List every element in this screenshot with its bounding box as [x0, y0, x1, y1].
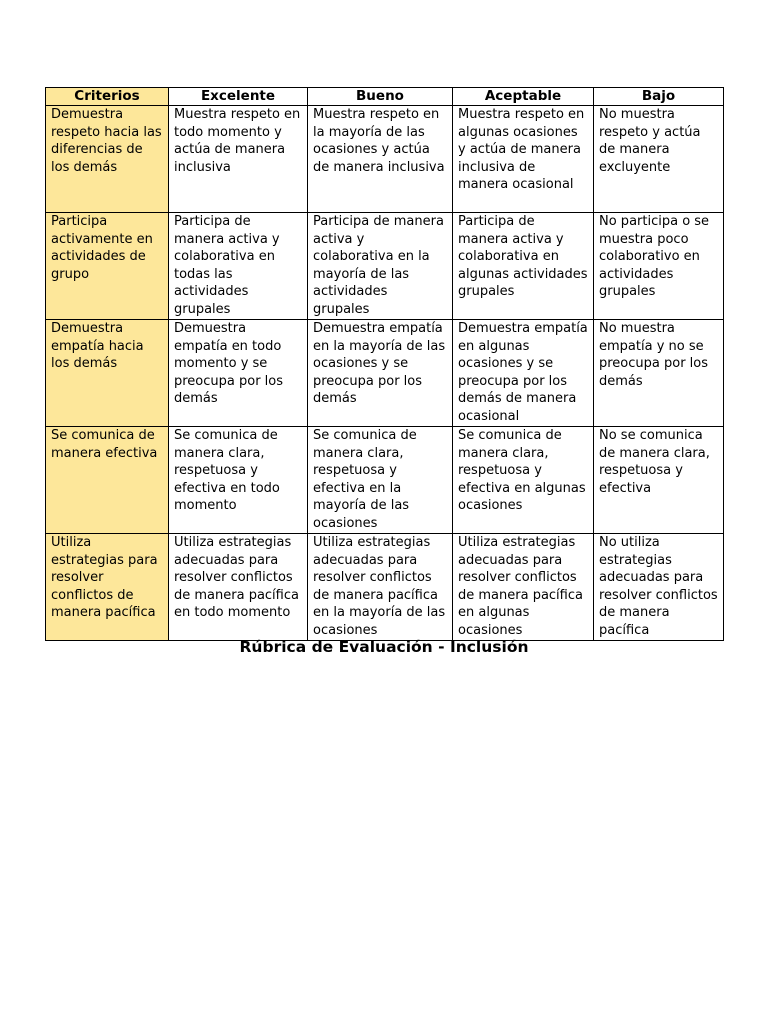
excelente-cell: Demuestra empatía en todo momento y se preocupa por los demás	[169, 320, 308, 427]
table-caption: Rúbrica de Evaluación - Inclusión	[239, 638, 529, 656]
bajo-cell: No se comunica de manera clara, respetuosa y efectiva	[594, 427, 724, 534]
header-excelente: Excelente	[169, 88, 308, 106]
bajo-cell: No muestra empatía y no se preocupa por los demás	[594, 320, 724, 427]
bajo-cell: No muestra respeto y actúa de manera excluyente	[594, 106, 724, 213]
criterion-cell: Se comunica de manera efectiva	[46, 427, 169, 534]
criterion-cell: Demuestra respeto hacia las diferencias de los demás	[46, 106, 169, 213]
aceptable-cell: Participa de manera activa y colaborativa en algunas actividades grupales	[453, 213, 594, 320]
table-row	[46, 427, 724, 534]
aceptable-cell: Utiliza estrategias adecuadas para resolver conflictos de manera pacífica en algunas ocasiones	[453, 534, 594, 641]
table-row	[46, 534, 724, 641]
rubric-header	[46, 88, 724, 106]
table-row	[46, 106, 724, 213]
aceptable-cell: Muestra respeto en algunas ocasiones y actúa de manera inclusiva de manera ocasional	[453, 106, 594, 213]
header-aceptable: Aceptable	[453, 88, 594, 106]
header-row	[46, 88, 724, 106]
excelente-cell: Participa de manera activa y colaborativa en todas las actividades grupales	[169, 213, 308, 320]
table-row	[46, 213, 724, 320]
rubric-body	[46, 106, 724, 641]
excelente-cell: Se comunica de manera clara, respetuosa y efectiva en todo momento	[169, 427, 308, 534]
bueno-cell: Se comunica de manera clara, respetuosa y efectiva en la mayoría de las ocasiones	[308, 427, 453, 534]
bueno-cell: Participa de manera activa y colaborativa en la mayoría de las actividades grupales	[308, 213, 453, 320]
criterion-cell: Participa activamente en actividades de grupo	[46, 213, 169, 320]
excelente-cell: Utiliza estrategias adecuadas para resolver conflictos de manera pacífica en todo momento	[169, 534, 308, 641]
header-bajo: Bajo	[594, 88, 724, 106]
excelente-cell: Muestra respeto en todo momento y actúa de manera inclusiva	[169, 106, 308, 213]
header-bueno: Bueno	[308, 88, 453, 106]
criterion-cell: Utiliza estrategias para resolver conflictos de manera pacífica	[46, 534, 169, 641]
table-row	[46, 320, 724, 427]
bueno-cell: Demuestra empatía en la mayoría de las ocasiones y se preocupa por los demás	[308, 320, 453, 427]
header-criterios: Criterios	[46, 88, 169, 106]
criterion-cell: Demuestra empatía hacia los demás	[46, 320, 169, 427]
bueno-cell: Utiliza estrategias adecuadas para resolver conflictos de manera pacífica en la mayoría de las ocasiones	[308, 534, 453, 641]
aceptable-cell: Se comunica de manera clara, respetuosa y efectiva en algunas ocasiones	[453, 427, 594, 534]
rubric-table	[45, 87, 724, 641]
aceptable-cell: Demuestra empatía en algunas ocasiones y se preocupa por los demás de manera ocasional	[453, 320, 594, 427]
bajo-cell: No participa o se muestra poco colaborativo en actividades grupales	[594, 213, 724, 320]
bueno-cell: Muestra respeto en la mayoría de las ocasiones y actúa de manera inclusiva	[308, 106, 453, 213]
bajo-cell: No utiliza estrategias adecuadas para resolver conflictos de manera pacífica	[594, 534, 724, 641]
